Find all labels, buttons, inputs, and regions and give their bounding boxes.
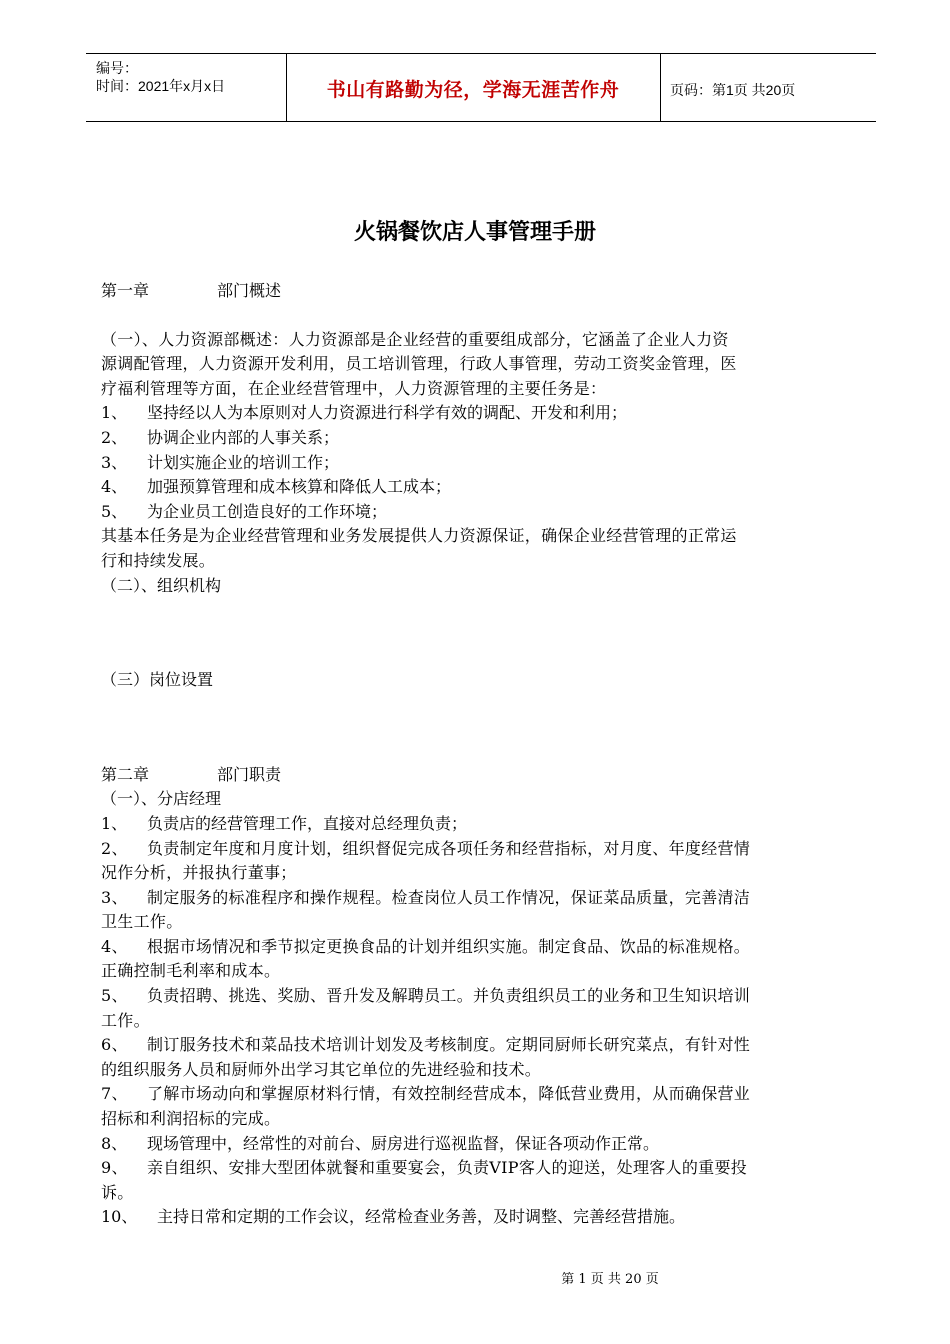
duty-text-continued: 工作。 (101, 1010, 150, 1030)
duty-item (101, 935, 861, 960)
header-time-label: 时间：2021年x月x日 (96, 78, 226, 94)
duty-number: 9、 (101, 1158, 128, 1178)
task-item (101, 401, 861, 426)
chapter2-label: 第二章 (101, 764, 150, 784)
duty-text-continued: 正确控制毛利率和成本。 (101, 961, 281, 981)
section-overview-line: 源调配管理，人力资源开发利用，员工培训管理，行政人事管理，劳动工资奖金管理，医 (101, 354, 737, 374)
task-text: 为企业员工创造良好的工作环境； (147, 501, 388, 521)
section-positions: （三）岗位设置 (101, 670, 214, 690)
duty-item (101, 837, 861, 862)
duty-text: 根据市场情况和季节拟定更换食品的计划并组织实施。制定食品、饮品的标准规格。 (147, 936, 751, 956)
duty-text-continued: 的组织服务人员和厨师外出学习其它单位的先进经验和技术。 (101, 1059, 542, 1079)
duty-item (101, 1205, 861, 1230)
duty-number: 3、 (101, 887, 128, 907)
duty-text: 制定服务的标准程序和操作规程。检查岗位人员工作情况，保证菜品质量，完善清洁 (147, 887, 751, 907)
duty-item (101, 1156, 861, 1181)
task-item (101, 451, 861, 476)
header-divider-right (660, 53, 661, 122)
header-motto: 书山有路勤为径，学海无涯苦作舟 (326, 79, 620, 101)
duty-text: 负责招聘、挑选、奖励、晋升发及解聘员工。并负责组织员工的业务和卫生知识培训 (147, 986, 751, 1006)
chapter2-title: 部门职责 (217, 764, 282, 784)
duty-number: 5、 (101, 986, 128, 1006)
task-text: 加强预算管理和成本核算和降低人工成本； (147, 477, 452, 497)
document-title: 火锅餐饮店人事管理手册 (353, 219, 596, 245)
task-text: 坚持经以人为本原则对人力资源进行科学有效的调配、开发和利用； (147, 403, 628, 423)
summary-line: 其基本任务是为企业经营管理和业务发展提供人力资源保证，确保企业经营管理的正常运 (101, 526, 737, 546)
duty-number: 7、 (101, 1084, 128, 1104)
duty-text-continued: 招标和利润招标的完成。 (101, 1109, 281, 1129)
section-org-structure: （二）、组织机构 (101, 575, 222, 595)
chapter2-heading (101, 763, 861, 788)
duty-text: 主持日常和定期的工作会议，经常检查业务善，及时调整、完善经营措施。 (157, 1207, 686, 1227)
duty-text-continued: 卫生工作。 (101, 912, 183, 932)
header-bottom-rule (86, 121, 876, 122)
task-number: 1、 (101, 403, 128, 423)
header-number-label: 编号： (96, 60, 138, 76)
task-item (101, 426, 861, 451)
page-footer: 第 1 页 共 20 页 (561, 1272, 659, 1287)
chapter1-label: 第一章 (101, 281, 150, 300)
duty-item (101, 1132, 861, 1157)
duty-number: 2、 (101, 838, 128, 858)
section-overview-line: 疗福利管理等方面，在企业经营管理中，人力资源管理的主要任务是： (101, 378, 607, 398)
duty-item (101, 1082, 861, 1107)
section-overview-line: （一）、人力资源部概述：人力资源部是企业经营的重要组成部分，它涵盖了企业人力资 (101, 329, 729, 349)
duty-number: 4、 (101, 936, 128, 956)
duty-number: 6、 (101, 1035, 128, 1055)
header-page-info: 页码：第1页 共20页 (670, 82, 796, 98)
duty-text: 现场管理中，经常性的对前台、厨房进行巡视监督，保证各项动作正常。 (147, 1133, 660, 1153)
task-number: 5、 (101, 501, 128, 521)
task-number: 3、 (101, 452, 128, 472)
task-text: 计划实施企业的培训工作； (147, 452, 340, 472)
duty-text: 负责店的经营管理工作，直接对总经理负责； (147, 813, 468, 833)
chapter1-title: 部门概述 (217, 281, 282, 300)
header-top-rule (86, 53, 876, 54)
document-body (101, 279, 861, 1230)
duty-item (101, 1033, 861, 1058)
duty-number: 8、 (101, 1133, 128, 1153)
duty-text: 制订服务技术和菜品技术培训计划发及考核制度。定期同厨师长研究菜点，有针对性 (147, 1035, 751, 1055)
duty-item (101, 984, 861, 1009)
duty-text: 负责制定年度和月度计划，组织督促完成各项任务和经营指标，对月度、年度经营情 (147, 838, 751, 858)
task-item (101, 475, 861, 500)
duty-number: 1、 (101, 813, 128, 833)
duty-item (101, 812, 861, 837)
duty-text: 了解市场动向和掌握原材料行情，有效控制经营成本，降低营业费用，从而确保营业 (147, 1084, 751, 1104)
section-branch-manager: （一）、分店经理 (101, 789, 222, 809)
duty-text: 亲自组织、安排大型团体就餐和重要宴会，负责VIP客人的迎送，处理客人的重要投 (147, 1158, 748, 1178)
task-number: 2、 (101, 427, 128, 447)
task-text: 协调企业内部的人事关系； (147, 427, 340, 447)
duty-number: 10、 (101, 1207, 138, 1227)
duty-text-continued: 诉。 (101, 1182, 134, 1202)
summary-line: 行和持续发展。 (101, 550, 216, 570)
task-item (101, 500, 861, 525)
chapter1-heading (101, 279, 861, 304)
duty-text-continued: 况作分析，并报执行董事； (101, 863, 297, 883)
task-number: 4、 (101, 477, 128, 497)
duty-item (101, 886, 861, 911)
